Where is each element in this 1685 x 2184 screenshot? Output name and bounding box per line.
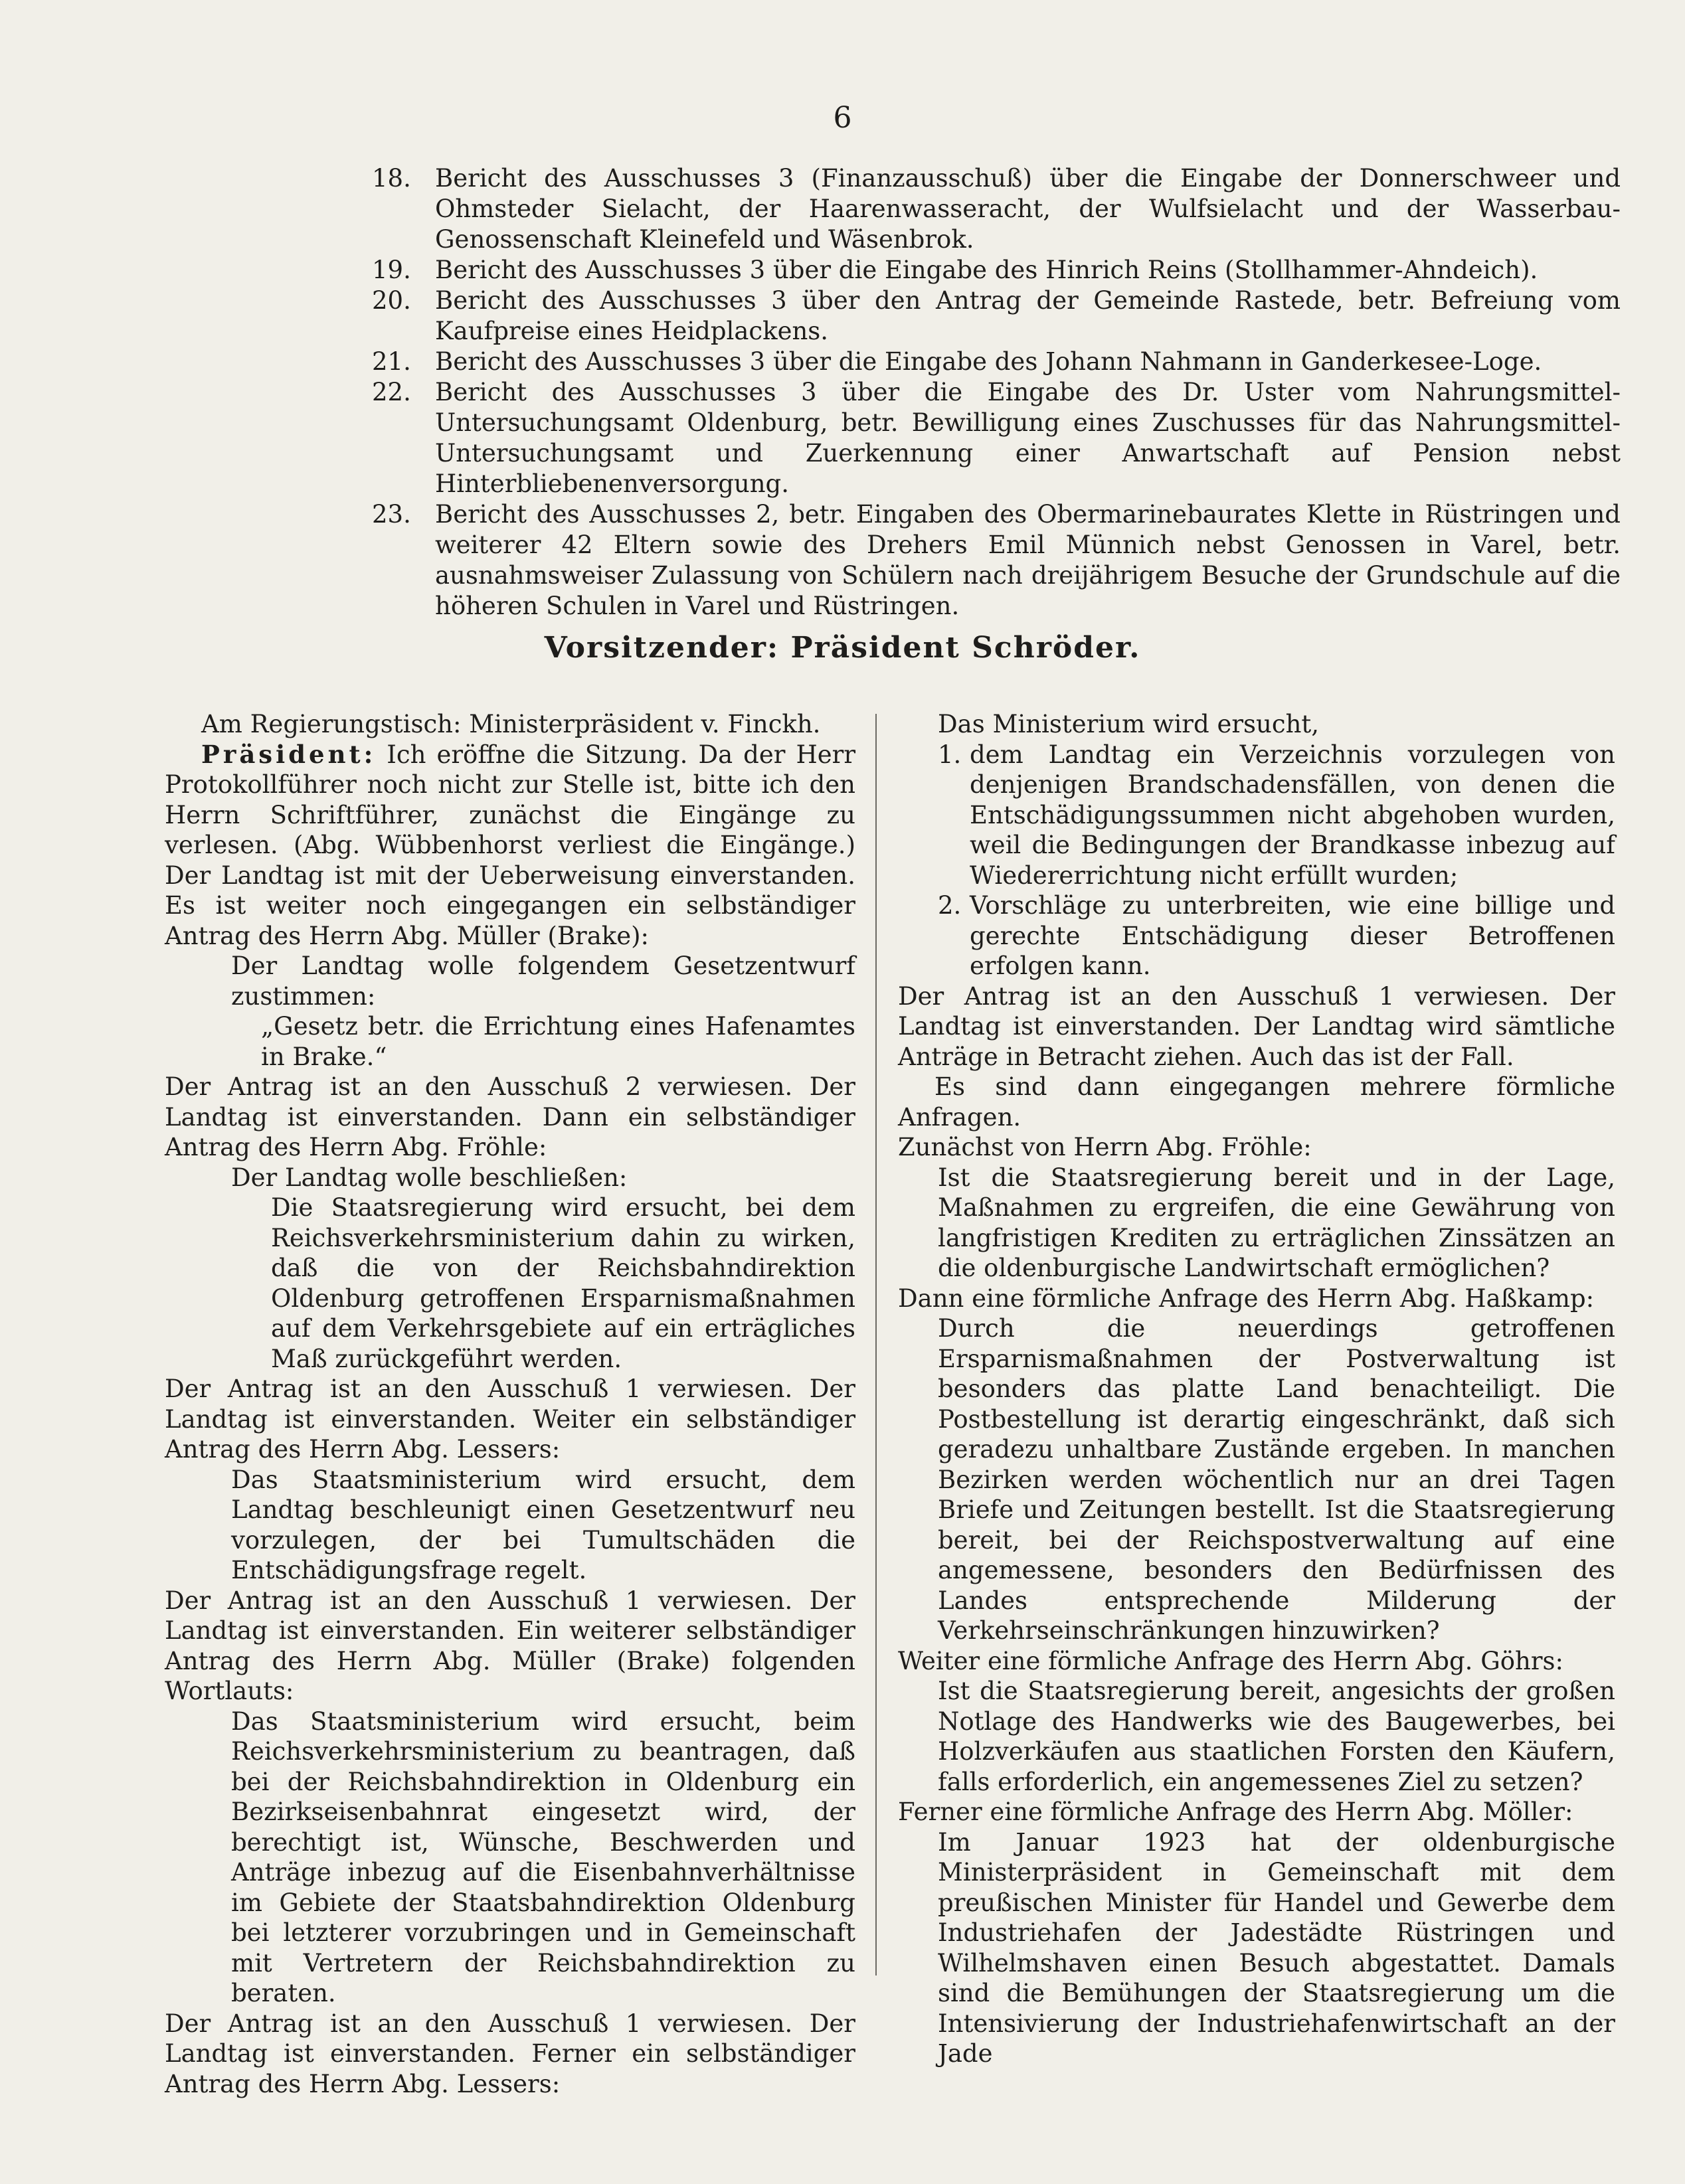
government-table-line: Am Regierungstisch: Ministerpräsident v. Finckh.: [201, 710, 821, 738]
agenda-item-text: Bericht des Ausschusses 3 (Finanzausschuß) über die Eingabe der Donnerschweer und Ohmsteder Sielacht, der Haarenwasseracht, der Wulfsielacht und der Wasserbau-Genossenschaft Kleinefeld und Wäsenbrok.: [435, 164, 1621, 254]
agenda-item-number: 21.: [372, 347, 411, 376]
agenda-item-number: 20.: [372, 286, 411, 315]
agenda-list: [372, 163, 1621, 622]
agenda-item-text: Bericht des Ausschusses 3 über die Eingabe des Dr. Uster vom Nahrungsmittel-Untersuchungsamt Oldenburg, betr. Bewilligung eines Zuschusses für das Nahrungsmittel-Untersuchungsamt und Zuerkennung einer Anwartschaft auf Pension nebst Hinterbliebenenversorgung.: [435, 378, 1621, 498]
motion-text: Die Staatsregierung wird ersucht, bei dem Reichsverkehrsministerium dahin zu wirken, daß die von der Reichsbahndirektion Oldenburg getroffenen Ersparnismaßnahmen auf dem Verkehrsgebiete auf ein erträgliches Maß zurückgeführt werden.: [271, 1193, 855, 1373]
speech-paragraph: Es sind dann eingegangen mehrere förmliche Anfragen.: [898, 1072, 1615, 1132]
inquiry-intro: Zunächst von Herrn Abg. Fröhle:: [898, 1133, 1312, 1161]
agenda-item-number: 19.: [372, 256, 411, 284]
inquiry-intro: Dann eine förmliche Anfrage des Herrn Abg. Haßkamp:: [898, 1284, 1595, 1313]
right-column: [898, 709, 1615, 2069]
page-number: 6: [833, 101, 852, 135]
agenda-item: [372, 347, 1621, 377]
agenda-item: [372, 377, 1621, 499]
speech-text: Ich eröffne die Sitzung. Da der Herr Protokollführer noch nicht zur Stelle ist, bitte ich den Herrn Schriftführer, zunächst die Eingänge zu verlesen. (Abg. Wübbenhorst verliest die Eingänge.) Der Landtag ist mit der Ueberweisung einverstanden. Es ist weiter noch eingegangen ein selbständiger Antrag des Herrn Abg. Müller (Brake):: [165, 740, 856, 950]
speaker-label: Präsident:: [201, 739, 377, 769]
chair-heading: Vorsitzender: Präsident Schröder.: [544, 631, 1141, 665]
agenda-item-text: Bericht des Ausschusses 3 über die Eingabe des Johann Nahmann in Ganderkesee-Loge.: [435, 347, 1542, 376]
president-speech: [165, 740, 855, 952]
agenda-item: [372, 286, 1621, 347]
motion-text: Das Staatsministerium wird ersucht, beim Reichsverkehrsministerium zu beantragen, daß bei der Reichsbahndirektion in Oldenburg ein Bezirkseisenbahnrat eingesetzt wird, der berechtigt ist, Wünsche, Beschwerden und Anträge inbezug auf die Eisenbahnverhältnisse im Gebiete der Staatsbahndirektion Oldenburg bei letzterer vorzubringen und in Gemeinschaft mit Vertretern der Reichsbahndirektion zu beraten.: [231, 1707, 855, 2007]
agenda-item: [372, 499, 1621, 622]
motion-list-number: 2.: [938, 891, 962, 920]
inquiry-intro: Ferner eine förmliche Anfrage des Herrn Abg. Möller:: [898, 1798, 1573, 1826]
agenda-item-text: Bericht des Ausschusses 3 über die Eingabe des Hinrich Reins (Stollhammer-Ahndeich).: [435, 256, 1538, 284]
agenda-item: [372, 163, 1621, 255]
left-column: [165, 709, 855, 2099]
motion-intro: Der Landtag wolle beschließen:: [231, 1163, 628, 1192]
speech-paragraph: Der Antrag ist an den Ausschuß 1 verwiesen. Der Landtag ist einverstanden. Weiter ein selbständiger Antrag des Herrn Abg. Lessers:: [165, 1375, 855, 1464]
motion-intro: Der Landtag wolle folgendem Gesetzentwurf zustimmen:: [231, 952, 855, 1011]
motion-law-title: „Gesetz betr. die Errichtung eines Hafenamtes in Brake.“: [261, 1012, 855, 1071]
speech-paragraph: Der Antrag ist an den Ausschuß 2 verwiesen. Der Landtag ist einverstanden. Dann ein selbständiger Antrag des Herrn Abg. Fröhle:: [165, 1072, 855, 1161]
speech-paragraph: Der Antrag ist an den Ausschuß 1 verwiesen. Der Landtag ist einverstanden. Der Landtag wird sämtliche Anträge in Betracht ziehen. Auch das ist der Fall.: [898, 981, 1615, 1071]
agenda-item-number: 18.: [372, 164, 411, 193]
column-divider: [875, 714, 877, 1975]
inquiry-text: Ist die Staatsregierung bereit, angesichts der großen Notlage des Handwerks wie des Baugewerbes, bei Holzverkäufen aus staatlichen Forsten den Käufern, falls erforderlich, ein angemessenes Ziel zu setzen?: [938, 1677, 1615, 1796]
speech-paragraph: Der Antrag ist an den Ausschuß 1 verwiesen. Der Landtag ist einverstanden. Ein weiterer selbständiger Antrag des Herrn Abg. Müller (Brake) folgenden Wortlauts:: [165, 1586, 855, 1705]
inquiry-text: Im Januar 1923 hat der oldenburgische Ministerpräsident in Gemeinschaft mit dem preußischen Minister für Handel und Gewerbe dem Industriehafen der Jadestädte Rüstringen und Wilhelmshaven einen Besuch abgestattet. Damals sind die Bemühungen der Staatsregierung um die Intensivierung der Industriehafenwirtschaft an der Jade: [938, 1827, 1615, 2068]
inquiry-text: Durch die neuerdings getroffenen Ersparnismaßnahmen der Postverwaltung ist besonders das platte Land benachteiligt. Die Postbestellung ist derartig eingeschränkt, daß sich geradezu unhaltbare Zustände ergeben. In manchen Bezirken werden wöchentlich nur an drei Tagen Briefe und Zeitungen bestellt. Ist die Staatsregierung bereit, bei der Reichspostverwaltung auf eine angemessene, besonders den Bedürfnissen des Landes entsprechende Milderung der Verkehrseinschränkungen hinzuwirken?: [938, 1314, 1615, 1645]
inquiry-intro: Weiter eine förmliche Anfrage des Herrn Abg. Göhrs:: [898, 1646, 1563, 1675]
agenda-item-number: 22.: [372, 378, 411, 406]
motion-list-text: Vorschläge zu unterbreiten, wie eine billige und gerechte Entschädigung dieser Betroffenen erfolgen kann.: [970, 891, 1615, 980]
agenda-item: [372, 255, 1621, 286]
motion-text: Das Staatsministerium wird ersucht, dem Landtag beschleunigt einen Gesetzentwurf neu vorzulegen, der bei Tumultschäden die Entschädigungsfrage regelt.: [231, 1465, 855, 1584]
agenda-item-number: 23.: [372, 500, 411, 529]
speech-paragraph: Der Antrag ist an den Ausschuß 1 verwiesen. Der Landtag ist einverstanden. Ferner ein selbständiger Antrag des Herrn Abg. Lessers:: [165, 2009, 855, 2098]
motion-list-number: 1.: [938, 740, 962, 769]
motion-list-item: [938, 890, 1615, 981]
motion-list-text: dem Landtag ein Verzeichnis vorzulegen von denjenigen Brandschadensfällen, von denen die Entschädigungssummen nicht abgehoben wurden, weil die Bedingungen der Brandkasse inbezug auf Wiedererrichtung nicht erfüllt wurden;: [970, 740, 1615, 890]
motion-list-item: [938, 740, 1615, 891]
agenda-item-text: Bericht des Ausschusses 2, betr. Eingaben des Obermarinebaurates Klette in Rüstringen und weiterer 42 Eltern sowie des Drehers Emil Münnich nebst Genossen in Varel, betr. ausnahmsweiser Zulassung von Schülern nach dreijährigem Besuche der Grundschule auf die höheren Schulen in Varel und Rüstringen.: [435, 500, 1621, 620]
motion-intro: Das Ministerium wird ersucht,: [938, 710, 1320, 738]
agenda-item-text: Bericht des Ausschusses 3 über den Antrag der Gemeinde Rastede, betr. Befreiung vom Kaufpreise eines Heidplackens.: [435, 286, 1621, 345]
inquiry-text: Ist die Staatsregierung bereit und in der Lage, Maßnahmen zu ergreifen, die eine Gewährung von langfristigen Krediten zu erträglichen Zinssätzen an die oldenburgische Landwirtschaft ermöglichen?: [938, 1163, 1615, 1282]
